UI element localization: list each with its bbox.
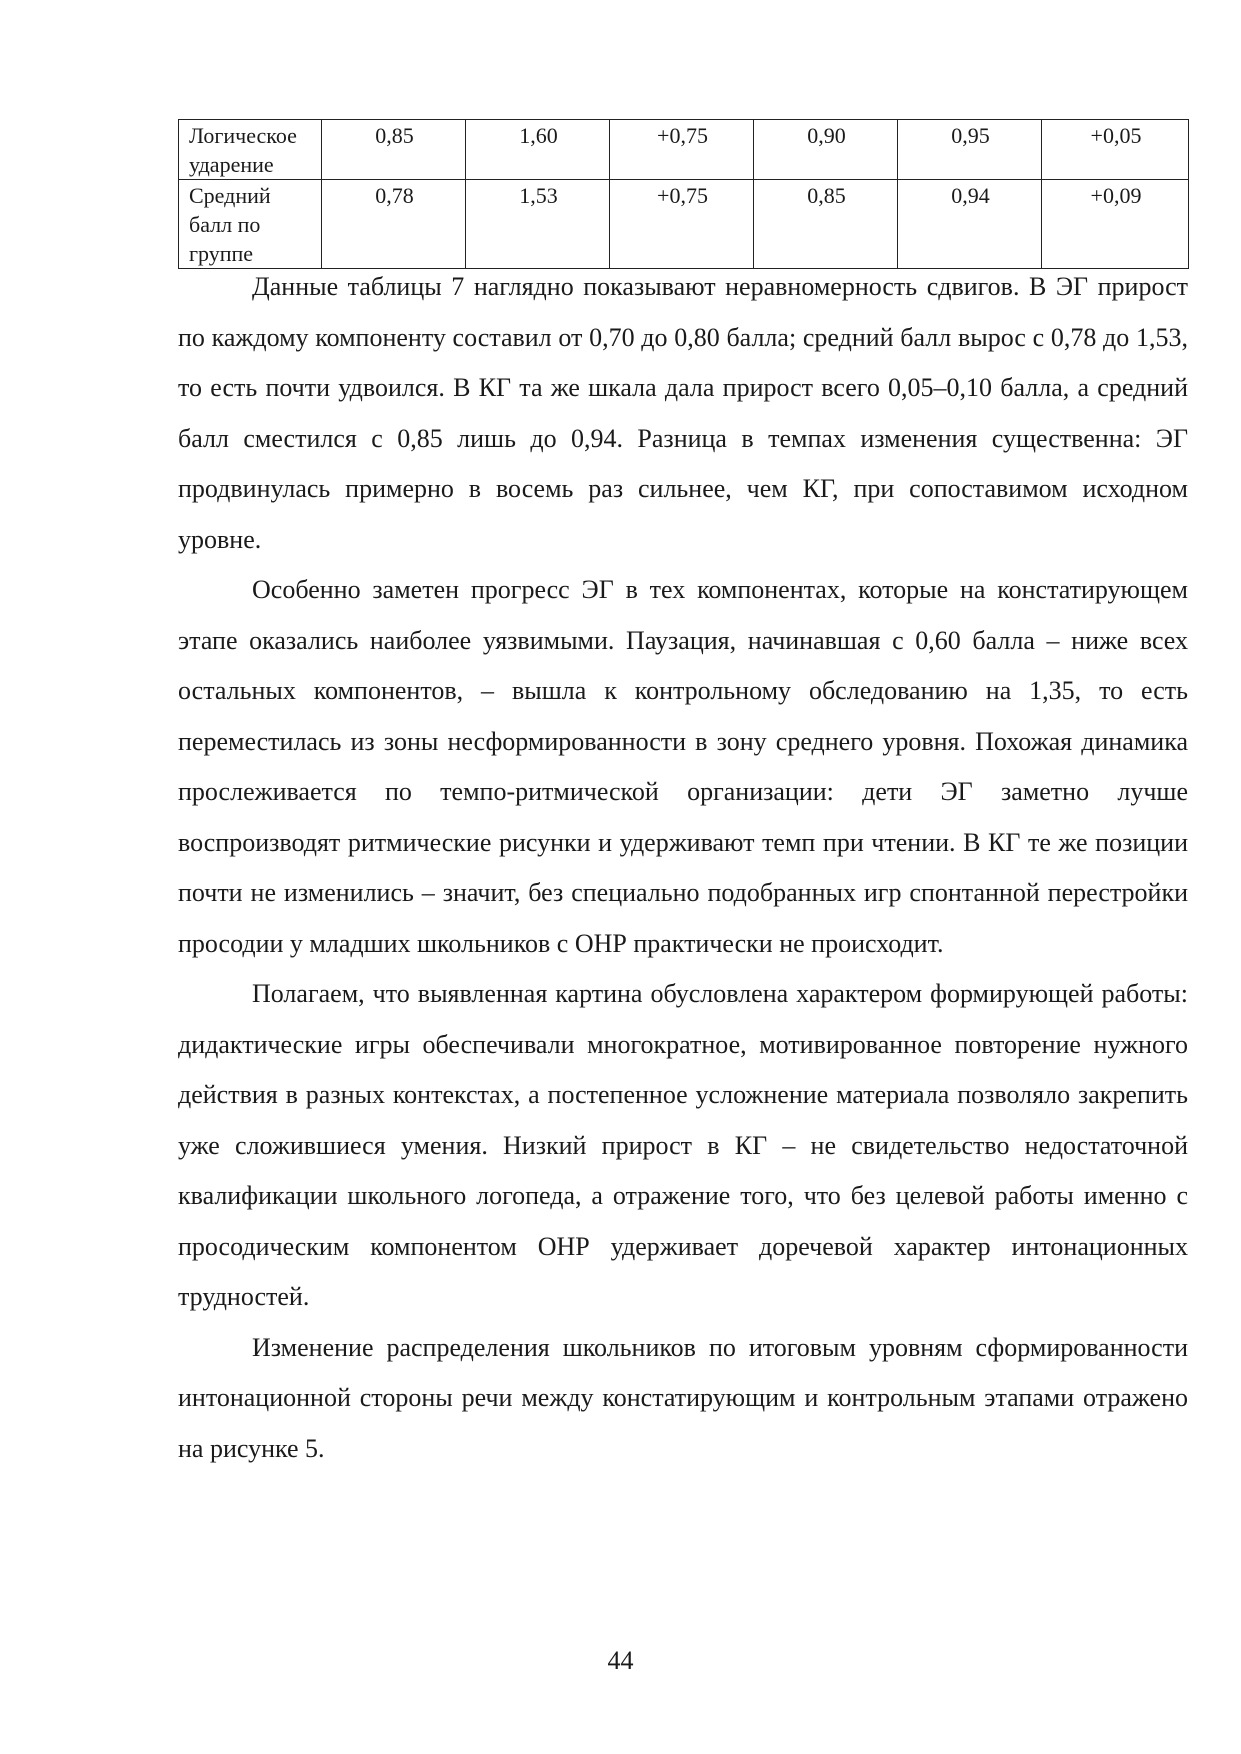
table-cell: 0,85 <box>754 180 898 269</box>
table-cell: 0,78 <box>322 180 466 269</box>
table-row <box>179 180 1189 269</box>
table-row-label: Логическое ударение <box>179 120 322 180</box>
paragraph: Данные таблицы 7 наглядно показывают неравномерность сдвигов. В ЭГ прирост по каждому компоненту составил от 0,70 до 0,80 балла; средний балл вырос с 0,78 до 1,53, то есть почти удвоился. В КГ та же шкала дала прирост всего 0,05–0,10 балла, а средний балл сместился с 0,85 лишь до 0,94. Разница в темпах изменения существенна: ЭГ продвинулась примерно в восемь раз сильнее, чем КГ, при сопоставимом исходном уровне. <box>178 272 1188 554</box>
table-cell: +0,75 <box>610 120 754 180</box>
page-number: 44 <box>607 1646 634 1675</box>
table-cell: +0,75 <box>610 180 754 269</box>
table-row <box>179 120 1189 180</box>
table-cell: 1,60 <box>466 120 610 180</box>
paragraph: Изменение распределения школьников по итоговым уровням сформированности интонационной стороны речи между констатирующим и контрольным этапами отражено на рисунке 5. <box>178 1332 1188 1463</box>
body-text <box>178 262 1188 1474</box>
table-cell: 0,85 <box>322 120 466 180</box>
table-cell: 0,95 <box>898 120 1042 180</box>
table-cell: 0,94 <box>898 180 1042 269</box>
table-cell: 0,90 <box>754 120 898 180</box>
table-cell: 1,53 <box>466 180 610 269</box>
results-table <box>178 119 1189 269</box>
table-cell: +0,05 <box>1042 120 1189 180</box>
paragraph: Особенно заметен прогресс ЭГ в тех компонентах, которые на констатирующем этапе оказались наиболее уязвимыми. Паузация, начинавшая с 0,60 балла – ниже всех остальных компонентов, – вышла к контрольному обследованию на 1,35, то есть переместилась из зоны несформированности в зону среднего уровня. Похожая динамика прослеживается по темпо-ритмической организации: дети ЭГ заметно лучше воспроизводят ритмические рисунки и удерживают темп при чтении. В КГ те же позиции почти не изменились – значит, без специально подобранных игр спонтанной перестройки просодии у младших школьников с ОНР практически не происходит. <box>178 575 1188 958</box>
paragraph: Полагаем, что выявленная картина обусловлена характером формирующей работы: дидактические игры обеспечивали многократное, мотивированное повторение нужного действия в разных контекстах, а постепенное усложнение материала позволяло закрепить уже сложившиеся умения. Низкий прирост в КГ – не свидетельство недостаточной квалификации школьного логопеда, а отражение того, что без целевой работы именно с просодическим компонентом ОНР удерживает доречевой характер интонационных трудностей. <box>178 979 1188 1311</box>
table-cell: +0,09 <box>1042 180 1189 269</box>
table-row-label: Средний балл по группе <box>179 180 322 269</box>
